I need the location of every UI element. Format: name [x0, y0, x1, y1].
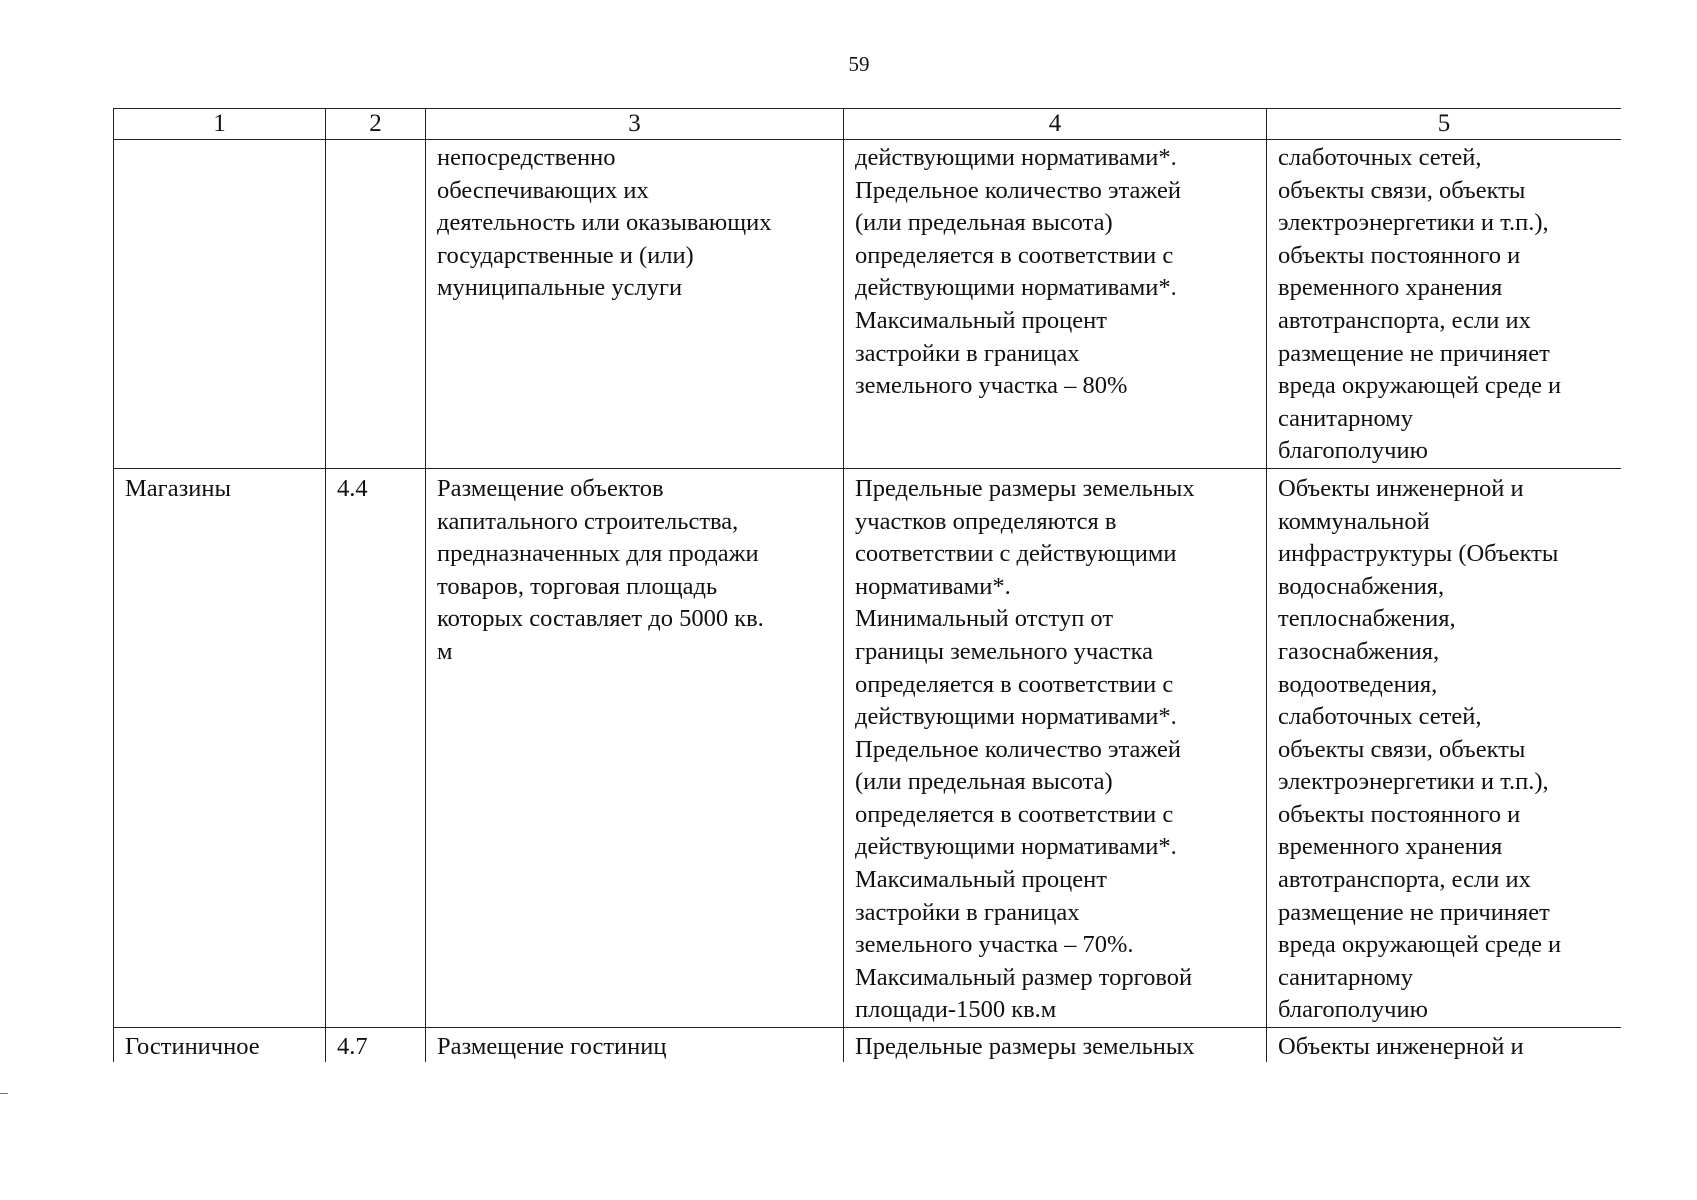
scan-margin-mark	[0, 1093, 8, 1094]
table-header-row	[114, 109, 1622, 140]
header-cell-4: 4	[844, 109, 1267, 140]
table-row	[114, 1028, 1622, 1062]
header-cell-1: 1	[114, 109, 326, 140]
cell-description: Размещение гостиниц	[426, 1028, 844, 1062]
page-number: 59	[848, 52, 870, 76]
header-cell-5: 5	[1267, 109, 1622, 140]
cell-parameters: Предельные размеры земельных	[844, 1028, 1267, 1062]
cell-code: 4.7	[326, 1028, 426, 1062]
cell-auxiliary-uses: Объекты инженерной и	[1267, 1028, 1622, 1062]
regulations-table-container	[113, 108, 1621, 1062]
cell-description: Размещение объектов капитального строительства, предназначенных для продажи товаров, торговая площадь которых составляет до 5000 кв. м	[426, 468, 844, 1027]
regulations-table	[113, 108, 1621, 1062]
header-cell-2: 2	[326, 109, 426, 140]
cell-use-type: Магазины	[114, 468, 326, 1027]
cell-parameters: действующими нормативами*. Предельное количество этажей (или предельная высота) определяется в соответствии с действующими нормативами*. Максимальный процент застройки в границах земельного участка – 80%	[844, 140, 1267, 469]
cell-code	[326, 140, 426, 469]
cell-code: 4.4	[326, 468, 426, 1027]
cell-auxiliary-uses: слаботочных сетей, объекты связи, объекты электроэнергетики и т.п.), объекты постоянного и временного хранения автотранспорта, если их размещение не причиняет вреда окружающей среде и санитарному благополучию	[1267, 140, 1622, 469]
cell-use-type	[114, 140, 326, 469]
table-row	[114, 468, 1622, 1027]
cell-use-type: Гостиничное	[114, 1028, 326, 1062]
cell-description: непосредственно обеспечивающих их деятельность или оказывающих государственные и (или) муниципальные услуги	[426, 140, 844, 469]
cell-parameters: Предельные размеры земельных участков определяются в соответствии с действующими нормативами*. Минимальный отступ от границы земельного участка определяется в соответствии с действующими нормативами*. Предельное количество этажей (или предельная высота) определяется в соответствии с действующими нормативами*. Максимальный процент застройки в границах земельного участка – 70%. Максимальный размер торговой площади-1500 кв.м	[844, 468, 1267, 1027]
table-row	[114, 140, 1622, 469]
cell-auxiliary-uses: Объекты инженерной и коммунальной инфраструктуры (Объекты водоснабжения, теплоснабжения, газоснабжения, водоотведения, слаботочных сетей, объекты связи, объекты электроэнергетики и т.п.), объекты постоянного и временного хранения автотранспорта, если их размещение не причиняет вреда окружающей среде и санитарному благополучию	[1267, 468, 1622, 1027]
header-cell-3: 3	[426, 109, 844, 140]
